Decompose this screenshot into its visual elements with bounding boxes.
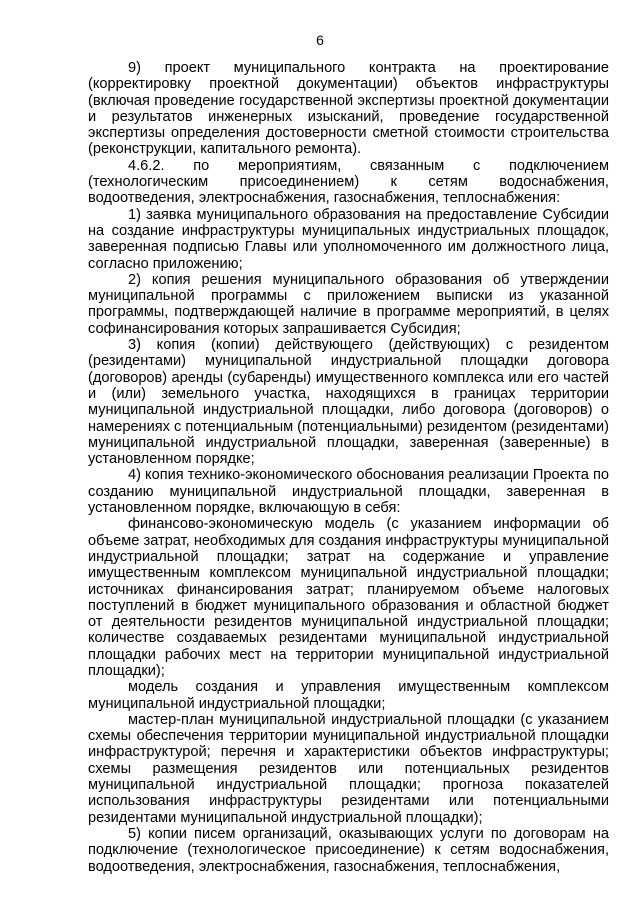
document-body bbox=[88, 60, 609, 875]
paragraph-master-plan: мастер-план муниципальной индустриальной площадки (с указанием схемы обеспечения территории муниципальной индустриальной площадки инфраструктурой; перечня и характеристики объектов инфраструктуры; схемы размещения резидентов или потенциальных резидентов муниципальной индустриальной площадки; прогноза показателей использования инфраструктуры резидентами или потенциальными резидентами муниципальной индустриальной площадки); bbox=[88, 711, 609, 826]
paragraph-item-4: 4) копия технико-экономического обоснования реализации Проекта по созданию муниципальной индустриальной площадки, заверенная в установленном порядке, включающую в себя: bbox=[88, 467, 609, 517]
paragraph-item-3: 3) копия (копии) действующего (действующих) с резидентом (резидентами) муниципальной индустриальной площадки договора (договоров) аренды (субаренды) имущественного комплекса или его частей и (или) земельного участка, находящихся в границах территории муниципальной индустриальной площадки, либо договора (договоров) о намерениях с потенциальным (потенциальными) резидентом (резидентами) муниципальной индустриальной площадки, заверенная (заверенные) в установленном порядке; bbox=[88, 337, 609, 468]
paragraph-item-1: 1) заявка муниципального образования на предоставление Субсидии на создание инфраструктуры муниципальных индустриальных площадок, заверенная подписью Главы или уполномоченного им должностного лица, согласно приложению; bbox=[88, 206, 609, 272]
page-number: 6 bbox=[316, 32, 324, 48]
paragraph-item-2: 2) копия решения муниципального образования об утверждении муниципальной программы с приложением выписки из указанной программы, подтверждающей наличие в программе мероприятий, в целях софинансирования которых запрашивается Субсидия; bbox=[88, 271, 609, 337]
paragraph-management-model: модель создания и управления имущественным комплексом муниципальной индустриальной площадки; bbox=[88, 679, 609, 712]
paragraph-item-9: 9) проект муниципального контракта на проектирование (корректировку проектной документации) объектов инфраструктуры (включая проведение государственной экспертизы проектной документации и результатов инженерных изысканий, проведение государственной экспертизы определения достоверности сметной стоимости строительства (реконструкции, капитального ремонта). bbox=[88, 60, 609, 158]
paragraph-item-5: 5) копии писем организаций, оказывающих услуги по договорам на подключение (технологическое присоединение) к сетям водоснабжения, водоотведения, электроснабжения, газоснабжения, теплоснабжения, bbox=[88, 825, 609, 875]
paragraph-section-4-6-2: 4.6.2. по мероприятиям, связанным с подключением (технологическим присоединением) к сетям водоснабжения, водоотведения, электроснабжения, газоснабжения, теплоснабжения: bbox=[88, 157, 609, 207]
paragraph-financial-model: финансово-экономическую модель (с указанием информации об объеме затрат, необходимых для создания инфраструктуры муниципальной индустриальной площадки; затрат на содержание и управление имущественным комплексом муниципальной индустриальной площадки; источниках финансирования затрат; планируемом объеме налоговых поступлений в бюджет муниципального образования и областной бюджет от деятельности резидентов муниципальной индустриальной площадки; количестве создаваемых резидентами муниципальной индустриальной площадки рабочих мест на территории муниципальной индустриальной площадки); bbox=[88, 516, 609, 679]
